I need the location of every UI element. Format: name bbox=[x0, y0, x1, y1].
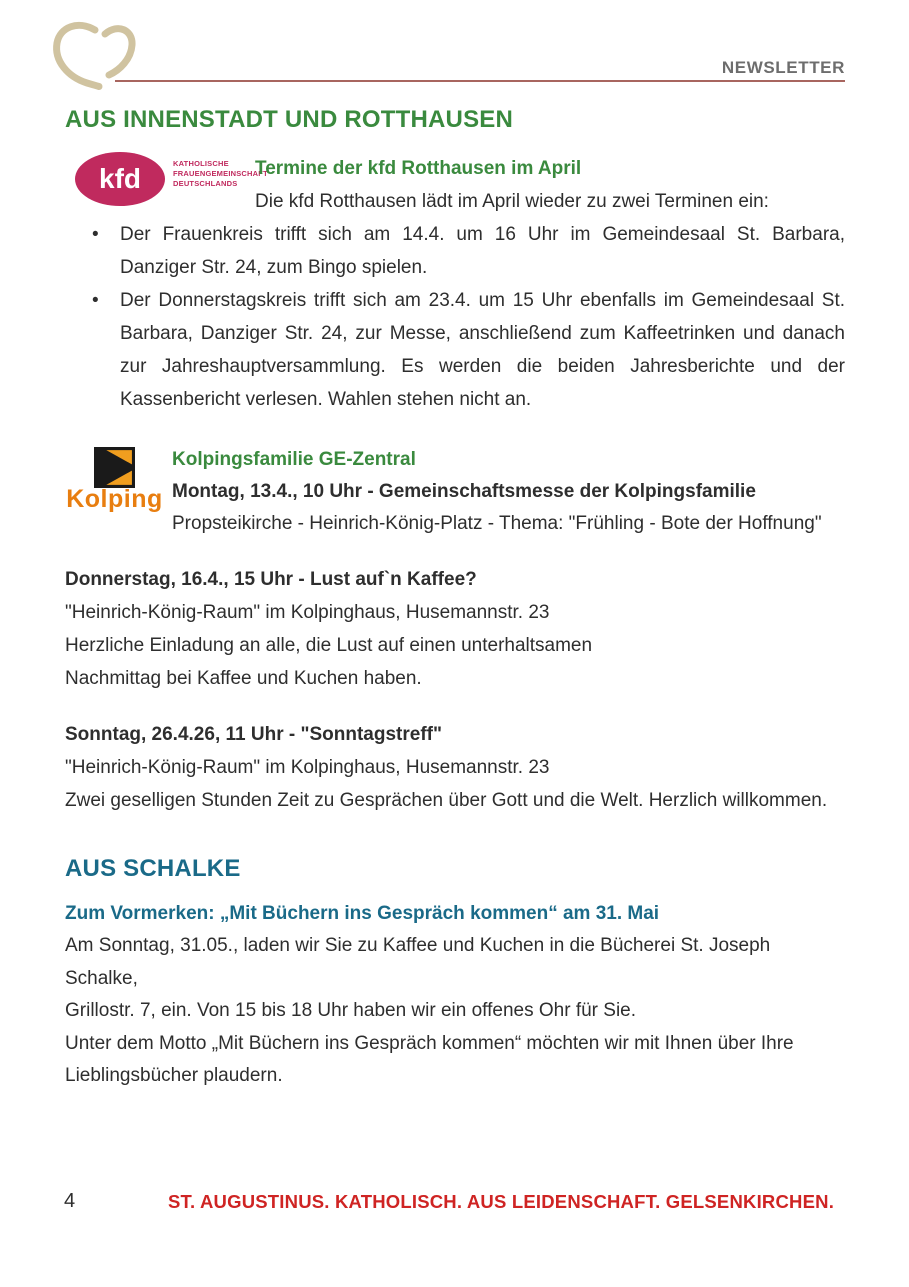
event-line: Herzliche Einladung an alle, die Lust auf einen unterhaltsamen bbox=[65, 635, 593, 656]
event-donnerstag bbox=[65, 563, 845, 695]
event-line: "Heinrich-König-Raum" im Kolpinghaus, Husemannstr. 23 bbox=[65, 602, 550, 623]
kfd-logo bbox=[75, 152, 268, 206]
kfd-headline: Termine der kfd Rotthausen im April bbox=[255, 158, 582, 179]
kfd-logo-caption bbox=[173, 159, 268, 189]
section-title-innenstadt: AUS INNENSTADT UND ROTTHAUSEN bbox=[65, 106, 514, 133]
schalke-headline: Zum Vormerken: „Mit Büchern ins Gespräch kommen“ am 31. Mai bbox=[65, 903, 660, 924]
schalke-paragraph bbox=[65, 930, 845, 1093]
kolping-logo-icon bbox=[94, 447, 135, 488]
kfd-intro: Die kfd Rotthausen lädt im April wieder zu zwei Terminen ein: bbox=[255, 191, 769, 212]
paragraph-line: Lieblingsbücher plaudern. bbox=[65, 1065, 283, 1086]
newsletter-label: NEWSLETTER bbox=[721, 58, 845, 77]
kolping-event-detail: Propsteikirche - Heinrich-König-Platz - Thema: "Frühling - Bote der Hoffnung" bbox=[172, 513, 822, 534]
page-footer bbox=[0, 1188, 909, 1228]
list-item: • Der Donnerstagskreis trifft sich am 23.4. um 15 Uhr ebenfalls im Gemeindesaal St. Barbara, Danziger Str. 24, zur Messe, anschließend zum Kaffeetrinken und danach zur Jahreshauptversammlung. Es werden die beiden Jahresberichte und der Kassenbericht verlesen. Wahlen stehen nicht an. bbox=[65, 284, 845, 416]
paragraph-line: Grillostr. 7, ein. Von 15 bis 18 Uhr haben wir ein offenes Ohr für Sie. bbox=[65, 1000, 637, 1021]
section-title-schalke: AUS SCHALKE bbox=[65, 855, 241, 882]
event-line: "Heinrich-König-Raum" im Kolpinghaus, Husemannstr. 23 bbox=[65, 757, 550, 778]
page-content bbox=[0, 106, 909, 1093]
kfd-logo-icon: kfd bbox=[75, 152, 165, 206]
event-line: Nachmittag bei Kaffee und Kuchen haben. bbox=[65, 668, 422, 689]
event-title: Sonntag, 26.4.26, 11 Uhr - "Sonntagstreff" bbox=[65, 724, 442, 745]
kolping-wordmark: Kolping bbox=[66, 485, 163, 513]
kfd-bullet-list bbox=[65, 218, 845, 416]
kolping-headline: Kolpingsfamilie GE-Zentral bbox=[172, 449, 416, 470]
kolping-block bbox=[57, 444, 845, 540]
event-sonntag bbox=[65, 718, 845, 817]
footer-slogan: ST. AUGUSTINUS. KATHOLISCH. AUS LEIDENSCHAFT. GELSENKIRCHEN. bbox=[168, 1191, 835, 1212]
kolping-logo-column bbox=[57, 444, 172, 540]
page-number: 4 bbox=[64, 1190, 76, 1212]
event-title: Donnerstag, 16.4., 15 Uhr - Lust auf`n Kaffee? bbox=[65, 569, 477, 590]
kfd-caption-line: KATHOLISCHE bbox=[173, 159, 229, 168]
kfd-caption-line: FRAUENGEMEINSCHAFT bbox=[173, 169, 268, 178]
kfd-logo-column bbox=[65, 152, 268, 218]
paragraph-line: Am Sonntag, 31.05., laden wir Sie zu Kaffee und Kuchen in die Bücherei St. Joseph Schalke, bbox=[65, 935, 771, 989]
kolping-event-title: Montag, 13.4., 10 Uhr - Gemeinschaftsmesse der Kolpingsfamilie bbox=[172, 481, 756, 502]
kfd-caption-line: DEUTSCHLANDS bbox=[173, 179, 238, 188]
event-line: Zwei geselligen Stunden Zeit zu Gesprächen über Gott und die Welt. Herzlich willkommen. bbox=[65, 790, 828, 811]
list-item: • Der Frauenkreis trifft sich am 14.4. um 16 Uhr im Gemeindesaal St. Barbara, Danziger Str. 24, zum Bingo spielen. bbox=[65, 218, 845, 284]
kfd-block bbox=[65, 152, 845, 218]
heart-logo-icon bbox=[48, 20, 140, 94]
header-rule bbox=[115, 80, 845, 82]
kolping-text-column bbox=[172, 444, 845, 540]
kfd-text-column bbox=[255, 152, 845, 218]
paragraph-line: Unter dem Motto „Mit Büchern ins Gespräch kommen“ möchten wir mit Ihnen über Ihre bbox=[65, 1032, 794, 1054]
page-header bbox=[0, 0, 909, 98]
